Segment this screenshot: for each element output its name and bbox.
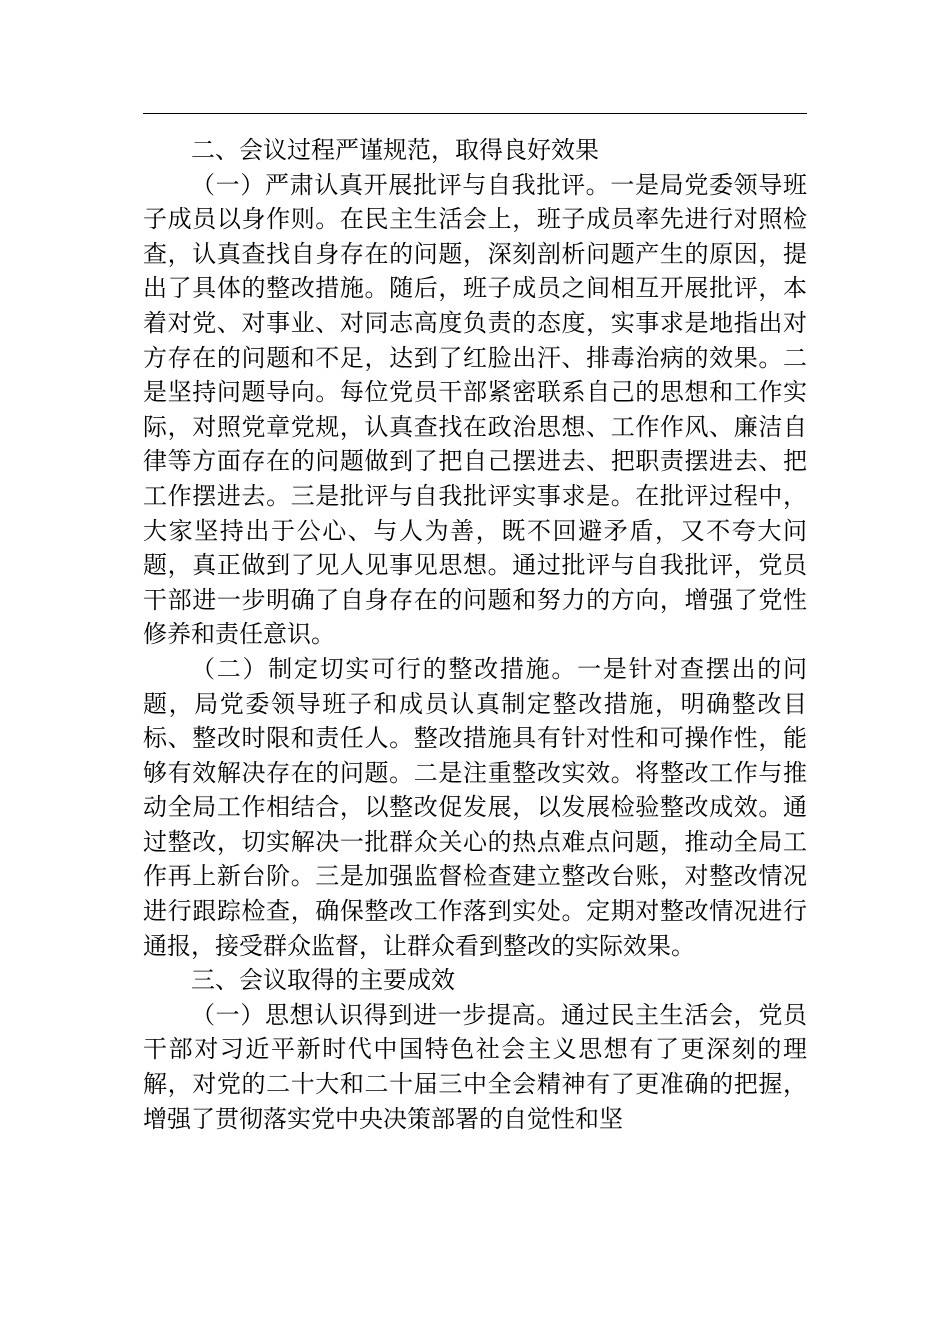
section-heading-2: 二、会议过程严谨规范，取得良好效果	[191, 136, 599, 164]
paragraph-ideological: （一）思想认识得到进一步提高。通过民主生活会，党员干部对习近平新时代中国特色社会主义思想有了更深刻的理解，对党的二十大和二十届三中全会精神有了更准确的把握，增强了贯彻落实党中央决策部署的自觉性和坚	[143, 1000, 807, 1133]
header-rule	[143, 113, 807, 114]
document-body	[143, 133, 807, 1136]
section-heading-3: 三、会议取得的主要成效	[191, 966, 455, 995]
paragraph-criticism: （一）严肃认真开展批评与自我批评。一是局党委领导班子成员以身作则。在民主生活会上，班子成员率先进行对照检查，认真查找自身存在的问题，深刻剖析问题产生的原因，提出了具体的整改措施。随后，班子成员之间相互开展批评，本着对党、对事业、对同志高度负责的态度，实事求是地指出对方存在的问题和不足，达到了红脸出汗、排毒治病的效果。二是坚持问题导向。每位党员干部紧密联系自己的思想和工作实际，对照党章党规，认真查找在政治思想、工作作风、廉洁自律等方面存在的问题做到了把自己摆进去、把职责摆进去、把工作摆进去。三是批评与自我批评实事求是。在批评过程中，大家坚持出于公心、与人为善，既不回避矛盾，又不夸大问题，真正做到了见人见事见思想。通过批评与自我批评，党员干部进一步明确了自身存在的问题和努力的方向，增强了党性修养和责任意识。	[143, 170, 807, 649]
paragraph-rectification: （二）制定切实可行的整改措施。一是针对查摆出的问题，局党委领导班子和成员认真制定整改措施，明确整改目标、整改时限和责任人。整改措施具有针对性和可操作性，能够有效解决存在的问题。二是注重整改实效。将整改工作与推动全局工作相结合，以整改促发展，以发展检验整改成效。通过整改，切实解决一批群众关心的热点难点问题，推动全局工作再上新台阶。三是加强监督检查建立整改台账，对整改情况进行跟踪检查，确保整改工作落到实处。定期对整改情况进行通报，接受群众监督，让群众看到整改的实际效果。	[143, 654, 807, 960]
